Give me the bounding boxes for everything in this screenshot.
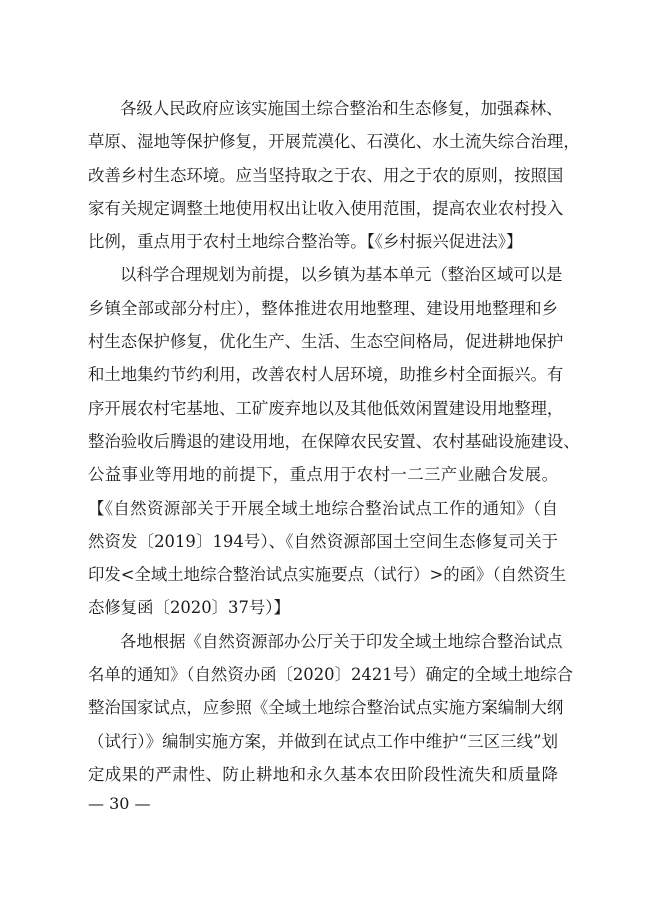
document-body [88,92,580,791]
text-line: 【《自然资源部关于开展全域土地综合整治试点工作的通知》（自 [88,498,558,518]
text-line: 改善乡村生态环境。应当坚持取之于农、用之于农的原则，按照国 [88,165,564,185]
text-line: （试行）》编制实施方案，并做到在试点工作中维护“三区三线”划 [88,731,558,751]
text-line: 比例，重点用于农村土地综合整治等。【《乡村振兴促进法》】 [88,232,523,252]
text-line: 整治国家试点，应参照《全域土地综合整治试点实施方案编制大纲 [88,698,564,718]
text-line: 村生态保护修复，优化生产、生活、生态空间格局，促进耕地保护 [88,332,564,352]
page-number: — 30 — [88,794,151,813]
text-line: 草原、湿地等保护修复，开展荒漠化、石漠化、水土流失综合治理， [88,132,580,152]
text-line: 各地根据《自然资源部办公厅关于印发全域土地综合整治试点 [120,631,563,651]
text-line: 和土地集约节约利用，改善农村人居环境，助推乡村全面振兴。有 [88,365,564,385]
text-line: 态修复函〔2020〕37号）】 [88,598,290,618]
text-line: 名单的通知》（自然资办函〔2020〕2421号）确定的全域土地综合 [88,665,573,685]
text-line: 印发<全域土地综合整治试点实施要点（试行）>的函》（自然资生 [88,565,567,585]
text-line: 乡镇全部或部分村庄），整体推进农用地整理、建设用地整理和乡 [88,298,558,318]
text-line: 序开展农村宅基地、工矿废弃地以及其他低效闲置建设用地整理， [88,398,564,418]
paragraph [88,625,573,791]
text-line: 家有关规定调整土地使用权出让收入使用范围，提高农业农村投入 [88,198,564,218]
text-line: 整治验收后腾退的建设用地，在保障农民安置、农村基础设施建设、 [88,431,580,451]
text-line: 各级人民政府应该实施国土综合整治和生态修复，加强森林、 [120,99,563,118]
text-line: 以科学合理规划为前提，以乡镇为基本单元（整治区域可以是 [120,265,563,285]
paragraph [88,258,580,624]
text-line: 公益事业等用地的前提下，重点用于农村一二三产业融合发展。 [88,465,558,485]
text-line: 定成果的严肃性、防止耕地和永久基本农田阶段性流失和质量降 [88,764,558,784]
text-line: 然资发〔2019〕194号）、《自然资源部国土空间生态修复司关于 [88,531,558,551]
paragraph [88,92,580,258]
